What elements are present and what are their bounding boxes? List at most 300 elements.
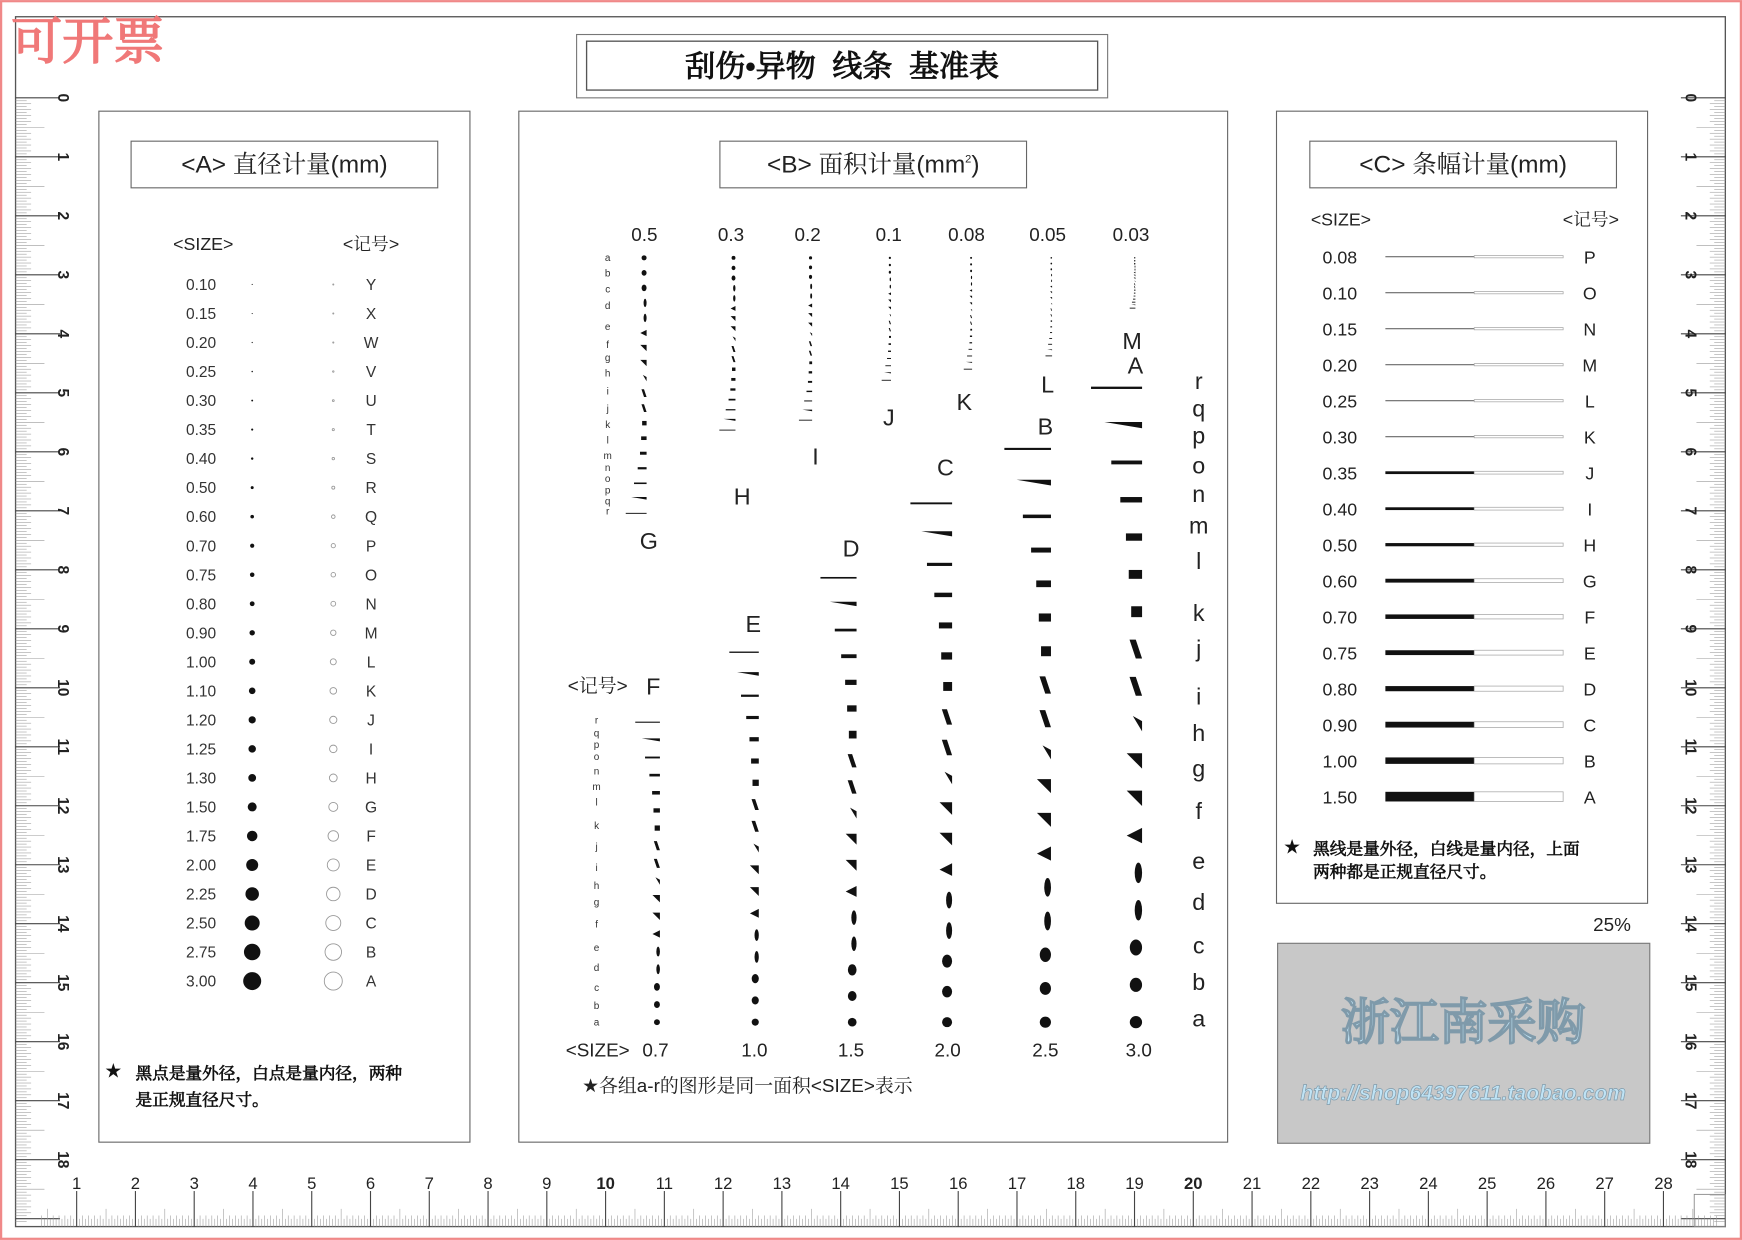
ruler-label: 11 <box>53 738 71 755</box>
white-line <box>1474 292 1563 294</box>
column-size: 2.5 <box>1032 1040 1059 1062</box>
black-line <box>1385 792 1474 802</box>
black-dot <box>249 688 256 695</box>
area-mark-o <box>841 654 856 658</box>
white-line <box>1474 757 1563 763</box>
area-mark-d <box>1135 900 1142 920</box>
size-value: 0.20 <box>185 335 217 353</box>
white-dot <box>331 544 335 548</box>
code-letter: R <box>365 480 377 498</box>
area-mark-r <box>1091 387 1142 389</box>
ruler-label: 21 <box>1242 1173 1262 1193</box>
code-letter: I <box>368 741 374 759</box>
small-letter: n <box>593 766 600 778</box>
area-mark-c <box>889 271 891 274</box>
area-mark-m <box>641 436 646 440</box>
ruler-label: 24 <box>1419 1173 1438 1193</box>
code-letter: A <box>365 973 377 991</box>
size-value: 0.90 <box>185 625 217 643</box>
area-mark-r <box>635 722 660 723</box>
column-size: 3.0 <box>1125 1040 1152 1062</box>
column-size: 0.7 <box>642 1040 669 1062</box>
area-mark-n <box>808 381 812 383</box>
column-size: 0.5 <box>631 225 658 247</box>
white-dot <box>326 916 341 931</box>
size-value: 0.20 <box>1322 355 1358 376</box>
black-line <box>1385 256 1474 257</box>
area-mark-p <box>1111 461 1142 465</box>
panel-a-note-star: ★ <box>104 1060 123 1083</box>
white-dot <box>333 284 334 285</box>
code-letter: A <box>1583 787 1596 808</box>
area-mark-l <box>889 336 891 338</box>
code-letter: N <box>365 596 377 614</box>
black-line <box>1385 328 1474 329</box>
black-line <box>1385 292 1474 293</box>
area-mark-b <box>942 986 952 998</box>
area-mark-a <box>942 1017 952 1027</box>
area-mark-o <box>969 349 973 350</box>
area-mark-a <box>1130 1016 1142 1028</box>
code-letter: O <box>365 567 378 585</box>
white-line <box>1474 650 1563 655</box>
ruler-label: 12 <box>53 797 71 815</box>
area-mark-d <box>971 276 972 279</box>
small-letter: q <box>593 728 600 740</box>
area-mark-p <box>741 695 759 697</box>
panel-c-header: <C> 条幅计量(mm) <box>1359 151 1568 179</box>
black-dot <box>249 716 256 723</box>
small-letter: g <box>593 897 600 909</box>
code-letter: D <box>1583 679 1597 700</box>
column-code: L <box>1041 371 1055 398</box>
code-letter: P <box>1583 247 1596 268</box>
area-mark-l <box>1131 606 1142 617</box>
code-letter: Y <box>365 277 377 295</box>
area-mark-p <box>634 482 647 484</box>
area-mark-d <box>1044 912 1051 931</box>
size-value: 0.35 <box>185 422 217 440</box>
code-letter: C <box>365 915 377 933</box>
white-dot <box>327 859 339 871</box>
ruler-label: 16 <box>948 1173 968 1193</box>
column-size: 2.0 <box>934 1040 961 1062</box>
large-letter: j <box>1196 635 1202 662</box>
ruler-label: 20 <box>1184 1173 1203 1193</box>
ruler-label: 19 <box>1125 1173 1144 1193</box>
white-dot <box>327 887 340 900</box>
white-dot <box>333 371 334 372</box>
area-mark-e <box>656 947 660 957</box>
black-dot <box>251 371 252 372</box>
area-mark-d <box>733 285 735 291</box>
ruler-label: 6 <box>365 1173 376 1193</box>
white-dot <box>325 944 341 960</box>
ruler-label: 9 <box>542 1173 552 1193</box>
large-letter: n <box>1192 481 1206 508</box>
size-value: 0.40 <box>1322 499 1358 520</box>
panel-a-size-header: <SIZE> <box>173 234 234 255</box>
code-letter: P <box>365 538 377 556</box>
small-letter: n <box>604 463 611 475</box>
column-code: C <box>937 454 954 481</box>
ruler-label: 18 <box>1066 1173 1086 1193</box>
size-value: 1.00 <box>1322 751 1358 772</box>
large-letter: q <box>1192 395 1206 422</box>
code-letter: E <box>1583 643 1596 664</box>
black-dot <box>244 944 260 960</box>
area-mark-b <box>1130 978 1142 992</box>
white-dot <box>329 802 338 811</box>
area-mark-m <box>847 705 856 711</box>
column-code: I <box>812 443 819 470</box>
ruler-label: 3 <box>53 270 71 280</box>
ruler-label: 10 <box>1681 679 1699 697</box>
large-letter: p <box>1192 422 1206 449</box>
size-value: 0.25 <box>185 364 217 382</box>
panel-a-note-line2: 是正规直径尺寸。 <box>135 1090 269 1110</box>
large-letter: g <box>1192 755 1206 782</box>
area-mark-d <box>644 299 647 307</box>
small-letter: j <box>595 841 598 853</box>
area-mark-o <box>1120 497 1142 502</box>
size-value: 0.80 <box>185 596 217 614</box>
small-letter: a <box>593 1017 600 1029</box>
black-dot <box>252 284 253 285</box>
area-mark-o <box>729 399 736 401</box>
white-dot <box>331 572 335 576</box>
size-value: 0.15 <box>1322 319 1358 340</box>
white-dot <box>332 486 335 489</box>
area-mark-c <box>1134 263 1135 265</box>
black-line <box>1385 436 1474 437</box>
panel-c-code-header: <记号> <box>1562 209 1620 230</box>
white-dot <box>331 601 336 606</box>
small-letter: h <box>593 880 600 892</box>
area-mark-o <box>649 774 660 777</box>
ruler-label: 1 <box>53 152 71 162</box>
area-mark-m <box>889 343 891 345</box>
size-value: 0.60 <box>1322 571 1358 592</box>
area-mark-o <box>887 358 891 359</box>
area-mark-r <box>729 652 758 653</box>
ruler-label: 18 <box>53 1151 71 1169</box>
area-mark-p <box>885 365 891 366</box>
white-dot <box>330 688 337 695</box>
white-line <box>1474 686 1563 691</box>
area-mark-e <box>733 295 735 301</box>
ruler-label: 8 <box>483 1173 493 1193</box>
area-mark-a <box>889 257 891 259</box>
code-letter: M <box>364 625 378 643</box>
area-mark-l <box>970 329 972 331</box>
area-mark-p <box>726 409 736 410</box>
ruler-label: 1 <box>1681 152 1699 162</box>
large-letter: b <box>1192 968 1206 995</box>
area-mark-n <box>1126 533 1142 540</box>
watermark-brand: 浙江南采购 <box>1340 995 1586 1050</box>
area-mark-o <box>806 391 812 392</box>
size-value: 1.50 <box>185 799 217 817</box>
black-dot <box>250 601 255 606</box>
area-mark-p <box>927 563 952 566</box>
code-letter: X <box>365 306 377 324</box>
area-mark-l <box>1041 646 1051 656</box>
area-mark-m <box>1050 326 1052 327</box>
black-line <box>1385 579 1474 583</box>
column-size: 0.08 <box>948 225 985 247</box>
size-value: 0.40 <box>185 451 217 469</box>
panel-c-size-header: <SIZE> <box>1310 209 1372 230</box>
panel-c-note-line2: 两种都是正规直径尺寸。 <box>1313 862 1497 882</box>
black-line <box>1385 471 1474 474</box>
panel-b-header-close: ) <box>971 151 980 179</box>
white-dot <box>328 831 338 841</box>
size-value: 3.00 <box>185 973 217 991</box>
size-value: 0.10 <box>1322 283 1358 304</box>
area-mark-m <box>653 808 659 812</box>
size-value: 2.00 <box>185 857 217 875</box>
size-value: 1.10 <box>185 683 217 701</box>
area-mark-l <box>655 825 660 830</box>
area-mark-n <box>939 622 952 628</box>
ruler-label: 4 <box>1681 329 1699 339</box>
large-letter: o <box>1192 452 1206 479</box>
ruler-label: 17 <box>1007 1173 1027 1193</box>
area-mark-c <box>848 964 857 975</box>
size-value: 0.70 <box>1322 607 1358 628</box>
ruler-label: 2 <box>53 211 71 221</box>
ruler-label: 14 <box>831 1173 850 1193</box>
size-value: 2.25 <box>185 886 217 904</box>
small-letter: f <box>606 339 610 351</box>
area-mark-a <box>1040 1017 1051 1028</box>
small-letter: h <box>604 368 611 380</box>
small-letter: g <box>604 353 611 365</box>
small-letter: i <box>595 863 598 875</box>
code-letter: T <box>366 422 376 440</box>
area-mark-c <box>1040 947 1051 962</box>
white-line <box>1474 436 1563 438</box>
panel-c-note-star: ★ <box>1283 836 1302 859</box>
code-letter: Q <box>365 509 378 527</box>
ruler-label: 11 <box>1681 738 1699 755</box>
ruler-label: 7 <box>424 1173 434 1193</box>
ruler-label: 3 <box>189 1173 199 1193</box>
ruler-label: 28 <box>1654 1173 1673 1193</box>
small-letter: e <box>604 322 611 334</box>
area-mark-n <box>969 342 972 343</box>
area-mark-r <box>1130 308 1136 309</box>
small-letter: l <box>606 435 609 447</box>
black-dot <box>250 515 254 519</box>
ruler-label: 2 <box>130 1173 141 1193</box>
area-mark-m <box>1129 570 1142 579</box>
size-value: 2.75 <box>185 944 217 962</box>
area-mark-a <box>809 256 812 259</box>
area-mark-n <box>1050 332 1052 333</box>
size-value: 0.60 <box>185 509 217 527</box>
panel-a-code-header: <记号> <box>342 234 400 255</box>
area-mark-r <box>1045 355 1052 356</box>
area-mark-b <box>889 264 891 267</box>
area-mark-c <box>752 974 759 983</box>
size-value: 1.75 <box>185 828 217 846</box>
code-letter: V <box>365 364 377 382</box>
panel-b-note: ★各组a-r的图形是同一面积<SIZE>表示 <box>582 1076 913 1098</box>
code-letter: B <box>365 944 377 962</box>
black-dot <box>249 659 255 665</box>
area-mark-b <box>654 1001 660 1008</box>
white-line <box>1474 328 1563 330</box>
ruler-label: 9 <box>1681 624 1699 634</box>
area-mark-n <box>652 791 660 795</box>
column-code: D <box>842 535 860 562</box>
ruler-label: 10 <box>53 679 71 697</box>
area-mark-l <box>1051 320 1052 321</box>
area-mark-a <box>1051 257 1053 259</box>
large-letter: m <box>1189 512 1209 539</box>
small-letter: a <box>604 253 611 265</box>
small-letter: o <box>604 474 611 486</box>
size-value: 0.75 <box>185 567 217 585</box>
area-mark-n <box>749 737 758 741</box>
small-letter: c <box>605 284 611 296</box>
white-line <box>1474 792 1563 802</box>
code-letter: H <box>365 770 377 788</box>
area-mark-m <box>1134 293 1135 294</box>
code-letter: B <box>1583 751 1596 772</box>
column-code: G <box>639 527 658 554</box>
panel-a-header: <A> 直径计量(mm) <box>181 151 388 179</box>
area-mark-p <box>967 356 972 357</box>
large-letter: f <box>1195 797 1202 824</box>
black-dot <box>252 342 253 343</box>
area-mark-p <box>645 757 660 759</box>
white-dot <box>333 313 334 314</box>
code-letter: E <box>365 857 377 875</box>
ruler-label: 18 <box>1681 1151 1699 1169</box>
area-mark-e <box>1135 863 1142 883</box>
area-mark-m <box>809 371 812 373</box>
area-mark-d <box>946 922 952 939</box>
large-letter: k <box>1192 600 1205 627</box>
black-line <box>1385 507 1474 510</box>
ruler-label: 7 <box>1681 506 1699 516</box>
area-mark-e <box>810 293 812 298</box>
ruler-label: 25 <box>1477 1173 1497 1193</box>
ruler-label: 10 <box>596 1173 615 1193</box>
ruler-label: 9 <box>53 624 71 634</box>
black-dot <box>246 859 258 871</box>
code-letter: S <box>365 451 377 469</box>
small-letter: j <box>606 404 609 416</box>
ruler-label: 11 <box>655 1173 674 1193</box>
white-line <box>1474 364 1563 366</box>
area-mark-l <box>1134 290 1135 291</box>
code-letter: G <box>1582 571 1597 592</box>
area-mark-b <box>1051 263 1053 265</box>
small-letter: q <box>604 496 611 508</box>
area-mark-n <box>888 351 891 352</box>
small-letter: c <box>594 983 600 995</box>
small-letter: m <box>603 450 612 462</box>
area-mark-a <box>654 1019 660 1025</box>
area-mark-r <box>882 380 891 381</box>
size-value: 1.20 <box>185 712 217 730</box>
column-code: K <box>956 389 973 416</box>
code-letter: O <box>1582 283 1597 304</box>
area-mark-e <box>1044 878 1051 897</box>
area-mark-b <box>752 996 759 1004</box>
size-value: 0.25 <box>1322 391 1358 412</box>
size-value: 0.10 <box>185 277 217 295</box>
black-dot <box>251 486 254 489</box>
code-letter: H <box>1583 535 1597 556</box>
white-dot <box>331 630 336 635</box>
ruler-label: 27 <box>1595 1173 1614 1193</box>
black-dot <box>247 831 257 841</box>
area-mark-e <box>644 314 647 322</box>
black-dot <box>248 802 257 811</box>
area-mark-n <box>640 452 647 455</box>
ruler-label: 4 <box>248 1173 258 1193</box>
large-letter: c <box>1192 932 1205 959</box>
column-code: J <box>882 404 895 431</box>
size-value: 0.35 <box>1322 463 1358 484</box>
small-letter: o <box>593 751 600 763</box>
code-letter: G <box>365 799 378 817</box>
code-letter: K <box>1583 427 1596 448</box>
area-mark-d <box>851 937 856 951</box>
area-mark-d <box>755 951 759 963</box>
column-code: H <box>733 483 751 510</box>
white-dot <box>330 716 337 723</box>
ruler-label: 14 <box>53 915 71 933</box>
black-line <box>1385 364 1474 365</box>
ruler-label: 13 <box>53 856 71 874</box>
area-mark-e <box>1135 268 1136 270</box>
black-dot <box>251 400 253 402</box>
area-mark-e <box>890 285 891 289</box>
size-value: 0.08 <box>1322 247 1358 268</box>
ruler-label: 13 <box>1681 856 1699 874</box>
ruler-label: 4 <box>53 329 71 339</box>
small-letter: k <box>594 820 600 832</box>
column-size: 1.0 <box>741 1040 768 1062</box>
ruler-label: 23 <box>1360 1173 1379 1193</box>
small-letter: i <box>606 386 609 398</box>
large-letter: d <box>1192 888 1206 915</box>
area-mark-r <box>799 420 812 421</box>
white-line <box>1474 722 1563 728</box>
area-mark-p <box>835 629 857 632</box>
size-value: 0.75 <box>1322 643 1358 664</box>
small-letter: b <box>593 1000 600 1012</box>
white-line <box>1474 543 1563 546</box>
size-value: 1.00 <box>185 654 217 672</box>
area-mark-e <box>1051 280 1052 283</box>
area-mark-c <box>809 275 812 279</box>
panel-b-code-header: <记号> <box>567 676 628 698</box>
column-size: 1.5 <box>837 1040 865 1062</box>
white-dot <box>330 745 337 752</box>
ruler-label: 12 <box>713 1173 733 1193</box>
small-letter: r <box>606 506 610 518</box>
area-mark-l <box>753 780 759 786</box>
area-mark-m <box>751 758 759 763</box>
small-letter: r <box>594 715 599 727</box>
